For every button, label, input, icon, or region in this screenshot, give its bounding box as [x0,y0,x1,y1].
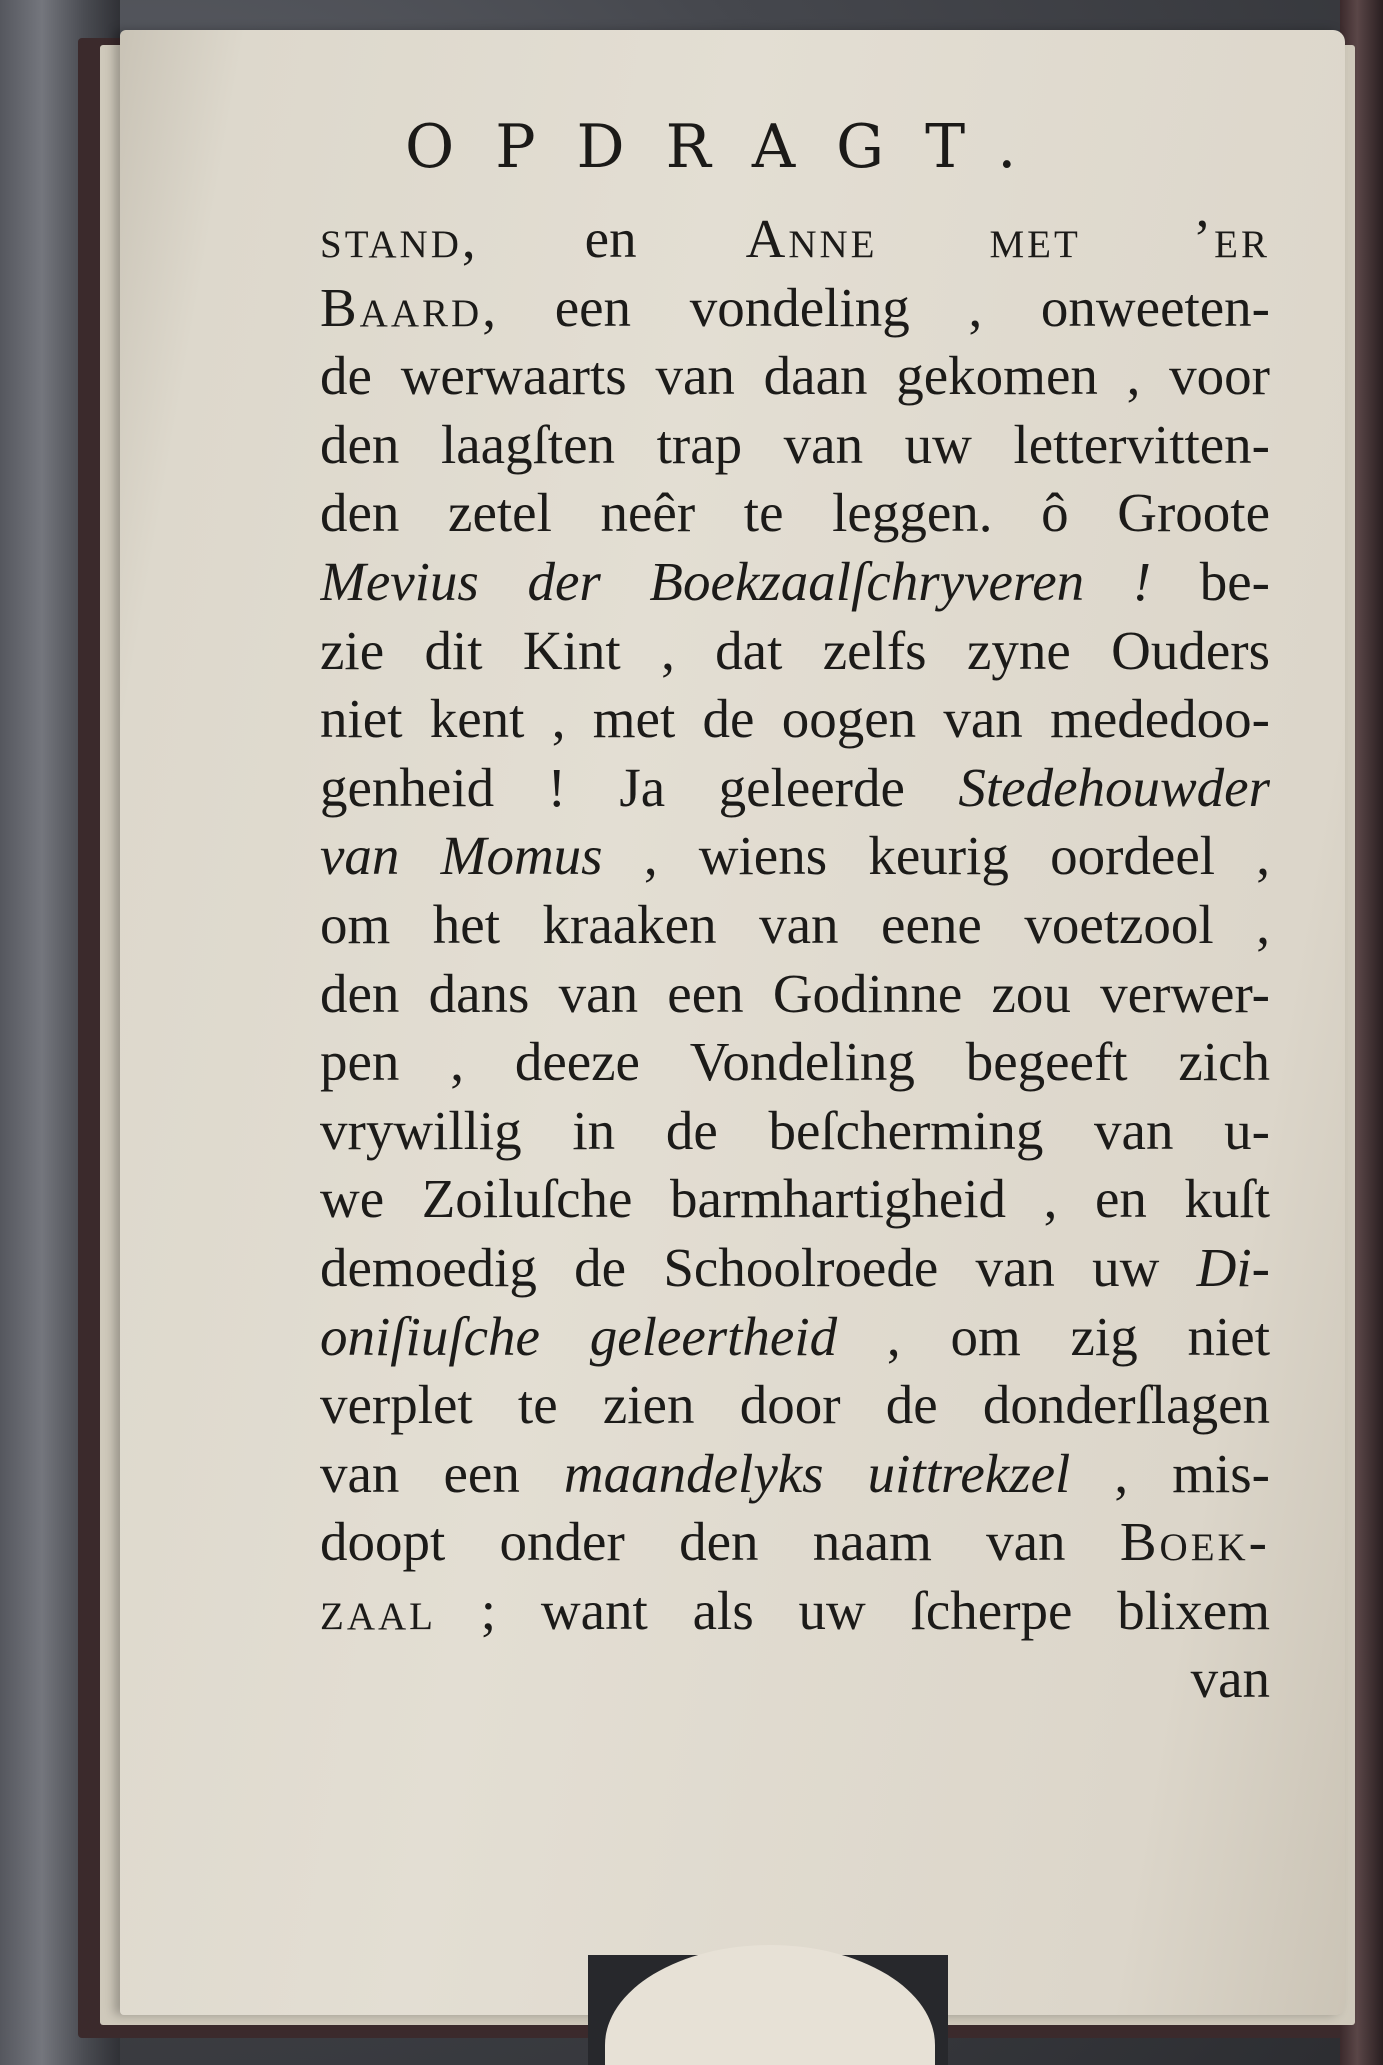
text-fragment: stand [320,208,462,269]
text-fragment: den zetel neêr te leggen. ô Groote [320,482,1270,544]
text-fragment: we Zoiluſche barmhartigheid , en kuſt [320,1168,1270,1230]
text-fragment: van [1190,1648,1270,1710]
text-line [320,891,1270,960]
text-fragment: verplet te zien door de donderſlagen [320,1374,1270,1436]
page-header: OPDRAGT. [405,112,1058,182]
text-line [320,1645,1270,1714]
text-fragment: zie dit Kint , dat zelfs zyne Ouders [320,619,1270,681]
text-line [320,1577,1270,1646]
text-fragment: Anne met ’er [745,208,1270,269]
text-fragment: , mis- [1070,1442,1270,1504]
text-line [320,1440,1270,1509]
text-line [320,754,1270,823]
text-line [320,685,1270,754]
text-line [320,1508,1270,1577]
text-fragment: den dans van een Godinne zou verwer- [320,962,1270,1024]
text-fragment: , en [461,208,746,269]
text-line [320,617,1270,686]
body-text [320,205,1270,1714]
text-fragment: Boek- [1119,1511,1270,1573]
text-line [320,1165,1270,1234]
text-line [320,479,1270,548]
text-fragment: om het kraaken van eene voetzool , [320,893,1270,955]
text-fragment: den laagſten trap van uw lettervitten- [320,413,1270,475]
text-line [320,342,1270,411]
text-fragment: Stedehouwder [958,756,1270,818]
text-line [320,274,1270,343]
text-fragment: Baard [320,276,483,338]
text-fragment: zaal [320,1579,436,1641]
text-fragment: doopt onder den naam van [320,1511,1120,1573]
text-fragment: , een vondeling , onweeten- [482,276,1270,338]
text-fragment: maandelyks uittrekzel [563,1442,1071,1504]
text-line [320,1371,1270,1440]
text-fragment: niet kent , met de oogen van mededoo- [320,688,1270,750]
text-fragment: oniſiuſche geleertheid [320,1305,838,1367]
text-line [320,411,1270,480]
text-fragment: pen , deeze Vondeling begeeft zich [320,1031,1270,1093]
text-fragment: , wiens keurig oordeel , [602,825,1270,887]
text-fragment: ; want als uw ſcherpe blixem [435,1579,1270,1641]
text-fragment: vrywillig in de beſcherming van u- [320,1099,1270,1161]
text-fragment: genheid ! Ja geleerde [320,756,959,818]
text-line [320,1028,1270,1097]
text-fragment: van een [320,1442,564,1504]
text-line [320,960,1270,1029]
text-fragment: van Momus [320,825,603,887]
text-line [320,548,1270,617]
text-fragment: Di- [1196,1236,1270,1298]
text-fragment: Mevius der Boekzaalſchryveren ! [320,550,1152,612]
text-fragment: be- [1151,550,1270,612]
text-line [320,205,1270,274]
text-line [320,1234,1270,1303]
text-fragment: de werwaarts van daan gekomen , voor [320,345,1270,407]
text-line [320,1097,1270,1166]
text-line [320,822,1270,891]
text-line [320,1303,1270,1372]
text-fragment: , om zig niet [837,1305,1270,1367]
text-fragment: demoedig de Schoolroede van uw [320,1236,1197,1298]
